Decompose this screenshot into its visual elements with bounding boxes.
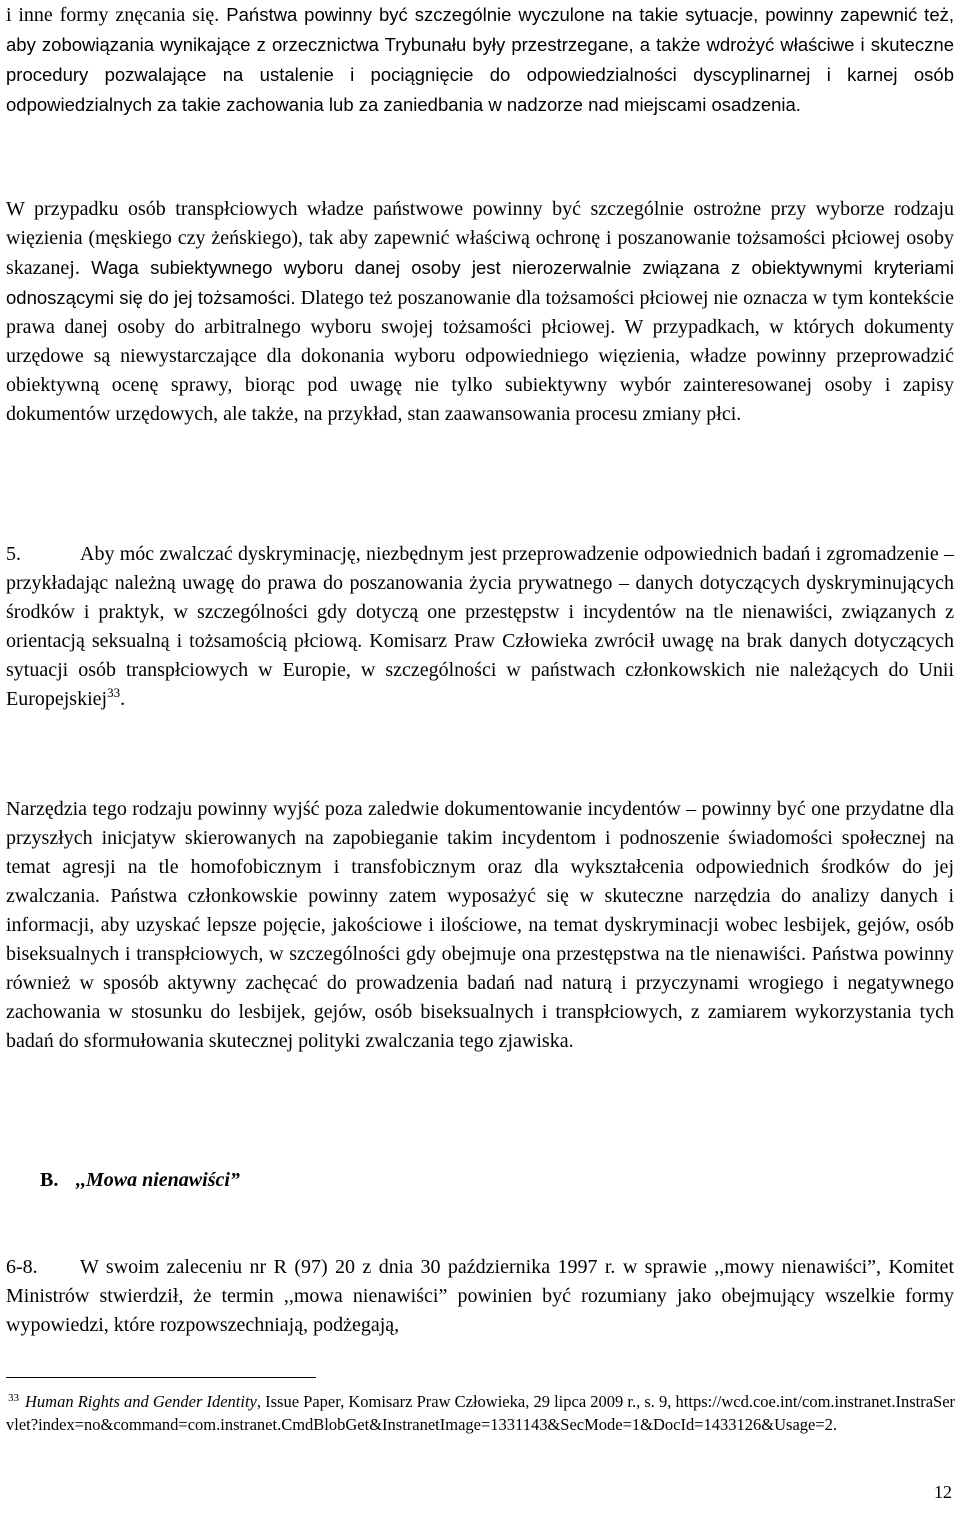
paragraph-transgender-prisons	[6, 195, 954, 429]
paragraph-text-serif: i inne formy znęcania się.	[6, 4, 220, 26]
page-number: 12	[934, 1482, 952, 1502]
paragraph-text-sans: Państwa powinny być szczególnie wyczulone na takie sytuacje, powinny zapewnić też, aby zobowiązania wynikające z orzecznictwa Trybunału były przestrzegane, a także wdrożyć właściwe i skuteczne procedury pozwalające na ustalenie i pociągnięcie do odpowiedzialności dyscyplinarnej i karnej osób odpowiedzialnych za takie zachowania lub za zaniedbania w nadzorze nad miejscami osadzenia.	[6, 4, 954, 115]
paragraph-number: 6-8.	[6, 1256, 38, 1278]
paragraph-text-sans: Waga subiektywnego wyboru danej osoby jest nierozerwalnie związana z obiektywnymi kryteriami odnoszącymi się do jej tożsamości.	[6, 257, 954, 308]
paragraph-text-serif-end: Dlatego też poszanowanie dla tożsamości płciowej nie oznacza w tym kontekście prawa danej osoby do arbitralnego wyboru swojej tożsamości płciowej. W przypadkach, w których dokumenty urzędowe są niewystarczające dla dokonania wyboru odpowiedniego więzienia, władze powinny przeprowadzić obiektywną ocenę sprawy, biorąc pod uwagę nie tylko subiektywny wybór zainteresowanej osoby i zapisy dokumentów urzędowych, ale także, na przykład, stan zaawansowania procesu zmiany płci.	[6, 287, 954, 425]
paragraph-text: Aby móc zwalczać dyskryminację, niezbędnym jest przeprowadzenie odpowiednich badań i zgromadzenie – przykładając należną uwagę do prawa do poszanowania życia prywatnego – danych dotyczących dyskryminujących środków i praktyk, w szczególności gdy dotyczą one przestępstw i incydentów na tle nienawiści, związanych z orientacją seksualną i tożsamością płciową. Komisarz Praw Człowieka zwrócił uwagę na brak danych dotyczących sytuacji osób transpłciowych w Europie, w szczególności w państwach członkowskich nie należących do Unii Europejskiej	[6, 543, 954, 710]
section-title: ,,Mowa nienawiści”	[76, 1169, 240, 1191]
paragraph-tools-documentation	[6, 795, 954, 1056]
footnote-separator	[6, 1377, 316, 1378]
footnote-33	[6, 1390, 958, 1436]
section-heading-hate-speech	[40, 1169, 240, 1192]
footnote-mark: 33	[8, 1392, 19, 1404]
footnote-source-details[interactable]: , Issue Paper, Komisarz Praw Człowieka, 29 lipca 2009 r., s. 9, https://wcd.coe.int/com.instranet.InstraServlet?index=no&command=com.instranet.CmdBlobGet&InstranetImage=1331143&SecMode=1&DocId=1433126&Usage=2.	[6, 1392, 956, 1434]
paragraph-text-end: .	[120, 688, 126, 710]
paragraph-number: 5.	[6, 543, 21, 565]
paragraph-text: Narzędzia tego rodzaju powinny wyjść poza zaledwie dokumentowanie incydentów – powinny być one przydatne dla przyszłych inicjatyw skierowanych na zapobieganie takim incydentom i podnoszenie świadomości społecznej na temat agresji na tle homofobicznym i transfobicznym oraz dla wykształcenia odpowiednich środków do jej zwalczania. Państwa członkowskie powinny zatem wyposażyć się w skuteczne narzędzia do analizy danych i informacji, aby uzyskać lepsze pojęcie, jakościowe i ilościowe, na temat dyskryminacji wobec lesbijek, gejów, osób biseksualnych i transpłciowych, w szczególności gdy obejmuje ona przestępstwa na tle nienawiści. Państwa powinny również w sposób aktywny zachęcać do prowadzenia badań nad naturą i przyczynami wrogiego i negatywnego zachowania w stosunku do lesbijek, gejów, osób biseksualnych i transpłciowych, z zamiarem wykorzystania tych badań do sformułowania skutecznej polityki zwalczania tego zjawiska.	[6, 798, 954, 1052]
paragraph-5-discrimination-data	[6, 540, 954, 714]
footnote-reference[interactable]: 33	[107, 685, 121, 700]
paragraph-6-8-committee-recommendation	[6, 1253, 954, 1340]
section-letter: B.	[40, 1169, 59, 1191]
paragraph-text-serif: W przypadku osób transpłciowych władze państwowe powinny być szczególnie ostrożne przy wyborze rodzaju więzienia (męskiego czy żeńskiego), tak aby zapewnić właściwą ochronę i poszanowanie tożsamości płciowej osoby skazanej.	[6, 198, 954, 279]
paragraph-detention-procedures	[6, 0, 954, 120]
paragraph-text: W swoim zaleceniu nr R (97) 20 z dnia 30 października 1997 r. w sprawie ,,mowy nienawiści”, Komitet Ministrów stwierdził, że termin ,,mowa nienawiści” powinien być rozumiany jako obejmujący wszelkie formy wypowiedzi, które rozpowszechniają, podżegają,	[6, 1256, 954, 1336]
footnote-source-title: Human Rights and Gender Identity	[25, 1392, 257, 1411]
